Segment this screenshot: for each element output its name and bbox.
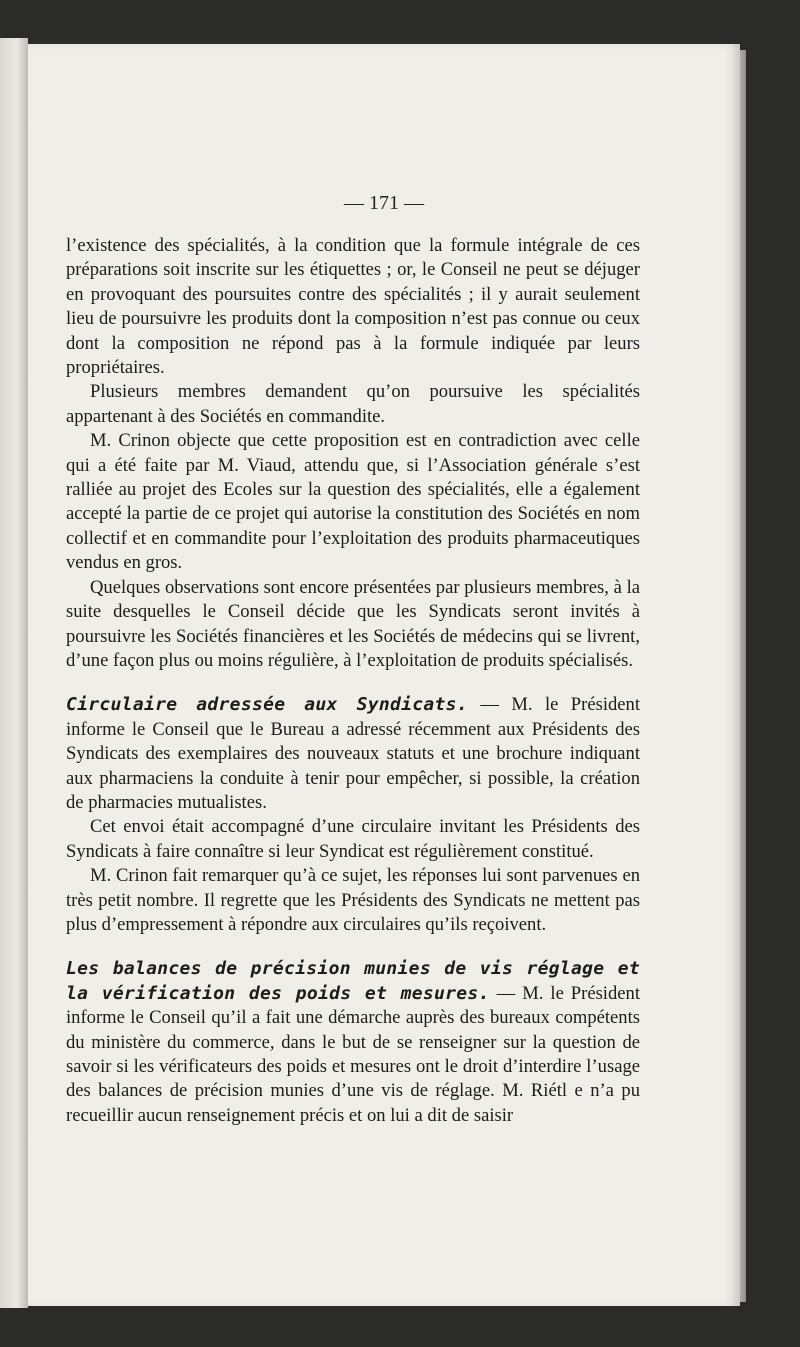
paragraph-continued: l’existence des spécialités, à la condition que la formule intégrale de ces préparations soit inscrite sur les étiquettes ; or, le Conseil ne peut se déjuger en provoquant des poursuites contre des spécialités ; il y aurait seulement lieu de poursuivre les produits dont la composition n’est pas connue ou ceux dont la composition ne répond pas à la formule indiquée par leurs propriétaires. bbox=[66, 235, 640, 379]
section-heading-balances: Les balances de précision munies de vis réglage et la vérification des poids et mesures. bbox=[66, 958, 640, 1004]
paragraph-plusieurs-membres: Plusieurs membres demandent qu’on poursuive les spécialités appartenant à des Sociétés en commandite. bbox=[66, 381, 640, 427]
page-number: — 171 — bbox=[344, 192, 424, 214]
previous-page-edge bbox=[0, 38, 28, 1308]
section-body-balances: — M. le Président informe le Conseil qu’il a fait une démarche auprès des bureaux compétents du ministère du commerce, dans le but de se renseigner sur la question de savoir si les vérificateurs des poids et mesures ont le droit d’interdire l’usage des balances de précision munies d’une vis de réglage. M. Riétl e n’a pu recueillir aucun renseignement précis et on lui a dit de saisir bbox=[66, 982, 640, 1126]
paragraph-crinon-remarque: M. Crinon fait remarquer qu’à ce sujet, les réponses lui sont parvenues en très petit nombre. Il regrette que les Présidents des Syndicats ne mettent pas plus d’empressement à répondre aux circulaires qu’ils reçoivent. bbox=[66, 865, 640, 935]
section-heading-circulaire: Circulaire adressée aux Syndicats. bbox=[66, 694, 468, 716]
page-body bbox=[66, 234, 640, 1128]
paragraph-crinon-objection: M. Crinon objecte que cette proposition est en contradiction avec celle qui a été faite par M. Viaud, attendu que, si l’Association générale s’est ralliée au projet des Ecoles sur la question des spécialités, elle a également accepté la partie de ce projet qui autorise la constitution des Sociétés en nom collectif et en commandite pour l’exploitation des produits pharmaceutiques vendus en gros. bbox=[66, 430, 640, 574]
section-balances bbox=[66, 957, 640, 1128]
book-page bbox=[28, 44, 740, 1306]
section-circulaire bbox=[66, 693, 640, 815]
section-body-circulaire: — M. le Président informe le Conseil que le Bureau a adressé récemment aux Présidents des Syndicats des exemplaires des nouveaux statuts et une brochure indiquant aux pharmaciens la conduite à tenir pour empêcher, si possible, la création de pharmacies mutualistes. bbox=[66, 694, 640, 813]
paragraph-envoi: Cet envoi était accompagné d’une circulaire invitant les Présidents des Syndicats à faire connaître si leur Syndicat est régulièrement constitué. bbox=[66, 816, 640, 862]
paragraph-observations: Quelques observations sont encore présentées par plusieurs membres, à la suite desquelles le Conseil décide que les Syndicats seront invités à poursuivre les Sociétés financières et les Sociétés de médecins qui se livrent, d’une façon plus ou moins régulière, à l’exploitation de produits spécialisés. bbox=[66, 576, 640, 671]
